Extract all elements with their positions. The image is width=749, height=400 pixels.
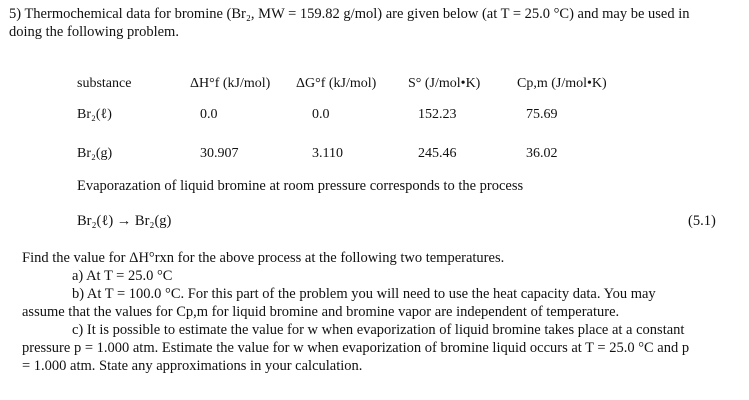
reaction-equation: Br₂(ℓ) → Br₂(g) xyxy=(77,213,172,229)
question-c-line-2: pressure p = 1.000 atm. Estimate the value for w when evaporization of bromine liquid occurs at T = 25.0 °C and p xyxy=(22,340,690,356)
header-entropy: S° (J/mol•K) xyxy=(408,76,481,91)
header-substance: substance xyxy=(77,76,132,91)
row-dhf: 30.907 xyxy=(200,146,239,161)
header-heat-capacity: Cp,m (J/mol•K) xyxy=(517,76,607,91)
question-b-line-2: assume that the values for Cp,m for liquid bromine and bromine vapor are independent of temperature. xyxy=(22,304,620,320)
question-intro: Find the value for ΔH°rxn for the above process at the following two temperatures. xyxy=(22,250,505,266)
row-dhf: 0.0 xyxy=(200,107,218,122)
question-a: a) At T = 25.0 °C xyxy=(72,268,173,284)
row-dgf: 3.110 xyxy=(312,146,343,161)
row-substance: Br₂(g) xyxy=(77,146,113,161)
process-description: Evaporazation of liquid bromine at room pressure corresponds to the process xyxy=(77,178,524,194)
row-substance: Br₂(ℓ) xyxy=(77,107,112,122)
question-c-line-3: = 1.000 atm. State any approximations in your calculation. xyxy=(22,358,363,374)
intro-line-2: doing the following problem. xyxy=(9,24,179,40)
intro-line-1: 5) Thermochemical data for bromine (Br₂, MW = 159.82 g/mol) are given below (at T = 25.0 °C) and may be used in xyxy=(9,6,690,22)
row-heat-capacity: 75.69 xyxy=(526,107,558,122)
row-dgf: 0.0 xyxy=(312,107,330,122)
row-entropy: 245.46 xyxy=(418,146,457,161)
equation-number: (5.1) xyxy=(688,213,716,229)
question-b-line-1: b) At T = 100.0 °C. For this part of the problem you will need to use the heat capacity data. You may xyxy=(72,286,656,302)
question-c-line-1: c) It is possible to estimate the value for w when evaporization of liquid bromine takes place at a constant xyxy=(72,322,685,338)
header-dgf: ΔG°f (kJ/mol) xyxy=(296,76,377,91)
row-heat-capacity: 36.02 xyxy=(526,146,558,161)
header-dhf: ΔH°f (kJ/mol) xyxy=(190,76,271,91)
row-entropy: 152.23 xyxy=(418,107,457,122)
